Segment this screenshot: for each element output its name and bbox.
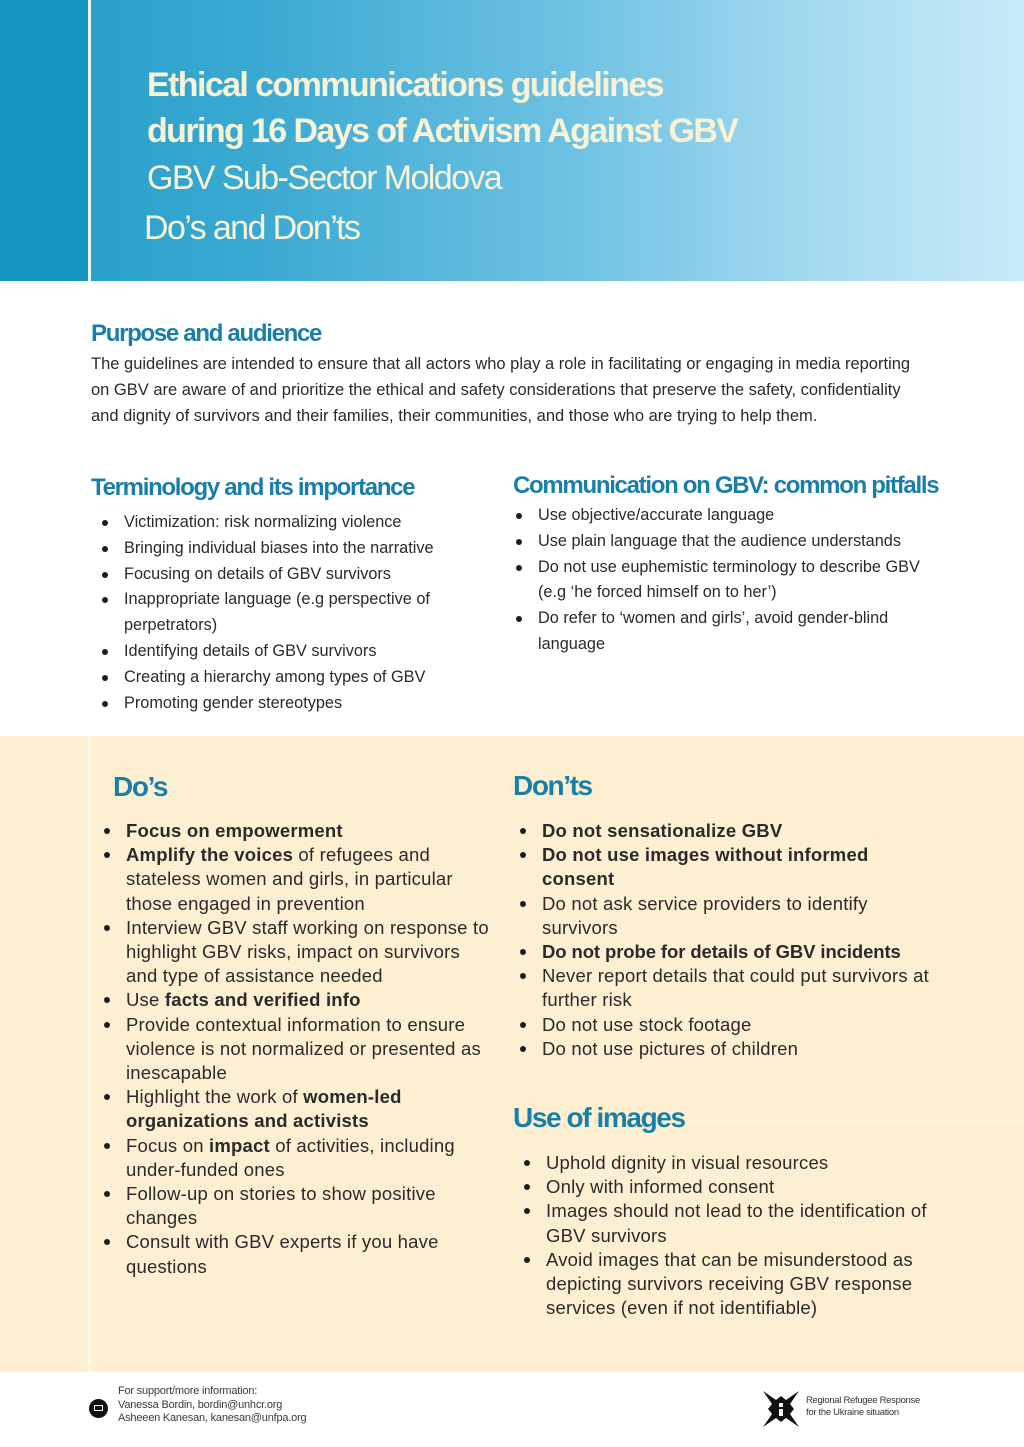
item-bold: facts and verified info bbox=[164, 989, 361, 1011]
contact-1[interactable]: Vanessa Bordin, bordin@unhcr.org bbox=[118, 1398, 283, 1411]
list-item bbox=[93, 1134, 493, 1182]
header-strip bbox=[0, 0, 88, 281]
list-item bbox=[93, 1013, 493, 1086]
item-bold: Do not probe for details of GBV incidents bbox=[542, 941, 901, 963]
list-item bbox=[93, 1085, 493, 1133]
purpose-heading: Purpose and audience bbox=[91, 320, 322, 347]
item-text: Follow-up on stories to show positive changes bbox=[126, 1183, 436, 1229]
list-item: Focusing on details of GBV survivors bbox=[91, 562, 501, 588]
logo-line-2: for the Ukraine situation bbox=[806, 1407, 899, 1418]
list-item bbox=[509, 964, 929, 1012]
images-heading: Use of images bbox=[513, 1102, 685, 1133]
list-item bbox=[93, 843, 493, 916]
pitfalls-heading: Communication on GBV: common pitfalls bbox=[513, 472, 939, 499]
dotted-divider bbox=[690, 1121, 1024, 1123]
dos-heading: Do’s bbox=[113, 771, 168, 802]
dos-list bbox=[93, 819, 493, 1279]
list-item bbox=[93, 819, 493, 843]
donts-list bbox=[509, 819, 929, 1061]
list-item: Victimization: risk normalizing violence bbox=[91, 510, 501, 536]
list-item bbox=[509, 843, 929, 891]
list-item: Identifying details of GBV survivors bbox=[91, 639, 501, 665]
item-bold: Focus on empowerment bbox=[126, 820, 343, 841]
contact-2[interactable]: Asheeen Kanesan, kanesan@unfpa.org bbox=[118, 1412, 307, 1424]
list-item: Do refer to ‘women and girls’, avoid gender-blind language bbox=[505, 606, 945, 658]
list-item: Use objective/accurate language bbox=[505, 503, 945, 529]
mail-icon bbox=[89, 1399, 108, 1418]
list-item bbox=[509, 892, 929, 940]
logo-line-1: Regional Refugee Response bbox=[806, 1395, 920, 1406]
list-item: Avoid images that can be misunderstood as depicting survivors receiving GBV response services (even if not identifiable) bbox=[513, 1248, 943, 1321]
item-text: Focus on bbox=[126, 1134, 210, 1156]
subtitle: GBV Sub-Sector Moldova bbox=[147, 159, 502, 197]
item-text: Use bbox=[126, 989, 165, 1011]
list-item: Use plain language that the audience understands bbox=[505, 529, 945, 555]
list-item: Uphold dignity in visual resources bbox=[513, 1151, 943, 1175]
rrr-logo-icon bbox=[760, 1388, 802, 1430]
item-text: of activities, including under-funded ones bbox=[126, 1134, 455, 1180]
item-bold: Do not sensationalize GBV bbox=[542, 820, 783, 841]
item-text: Consult with GBV experts if you have questions bbox=[126, 1231, 439, 1277]
contact-label: For support/more information: bbox=[118, 1385, 258, 1397]
item-text: Do not use stock footage bbox=[542, 1013, 752, 1035]
item-text: Do not use pictures of children bbox=[542, 1037, 799, 1059]
list-item bbox=[509, 819, 929, 843]
terminology-heading: Terminology and its importance bbox=[91, 474, 415, 501]
logo-text bbox=[806, 1395, 920, 1419]
item-bold: women-led organizations and activists bbox=[126, 1086, 402, 1132]
item-text: Provide contextual information to ensure violence is not normalized or presented as inescapable bbox=[126, 1013, 481, 1084]
title-line-1: Ethical communications guidelines bbox=[147, 66, 663, 104]
item-text: Do not ask service providers to identify survivors bbox=[542, 892, 868, 938]
list-item bbox=[509, 1013, 929, 1037]
list-item: Do not use euphemistic terminology to describe GBV (e.g ‘he forced himself on to her’) bbox=[505, 555, 945, 607]
list-item bbox=[93, 988, 493, 1012]
panel-divider-middle bbox=[506, 736, 508, 1372]
purpose-text: The guidelines are intended to ensure that all actors who play a role in facilitating or engaging in media reporting on GBV are aware of and prioritize the ethical and safety considerations that preserve the safety, confidentiality and dignity of survivors and their families, their communities, and those who are trying to help them. bbox=[91, 355, 911, 425]
list-item: Inappropriate language (e.g perspective of perpetrators) bbox=[91, 587, 501, 639]
footer-contact bbox=[118, 1385, 306, 1426]
item-text: of refugees and stateless women and girls, in particular those engaged in prevention bbox=[126, 844, 453, 914]
title-line-2: during 16 Days of Activism Against GBV bbox=[147, 112, 738, 150]
list-item bbox=[509, 940, 929, 964]
page-title bbox=[144, 62, 738, 254]
item-text: Never report details that could put survivors at further risk bbox=[542, 965, 929, 1011]
list-item bbox=[93, 916, 493, 989]
list-item: Images should not lead to the identification of GBV survivors bbox=[513, 1199, 943, 1247]
list-item: Promoting gender stereotypes bbox=[91, 691, 501, 717]
panel-divider-left bbox=[88, 736, 91, 1372]
list-item bbox=[509, 1037, 929, 1061]
list-item bbox=[93, 1182, 493, 1230]
donts-heading: Don’ts bbox=[513, 770, 592, 801]
item-bold: impact bbox=[209, 1134, 270, 1156]
list-item bbox=[93, 1230, 493, 1278]
item-bold: Amplify the voices bbox=[126, 844, 294, 866]
header-divider bbox=[88, 0, 91, 281]
item-text: Highlight the work of bbox=[126, 1086, 304, 1108]
list-item: Creating a hierarchy among types of GBV bbox=[91, 665, 501, 691]
list-item: Bringing individual biases into the narrative bbox=[91, 536, 501, 562]
images-list bbox=[513, 1151, 943, 1320]
pitfalls-list bbox=[505, 503, 945, 658]
subtitle-dos-donts: Do’s and Don’ts bbox=[144, 209, 360, 247]
item-bold: Do not use images without informed consent bbox=[542, 844, 869, 890]
item-text: Interview GBV staff working on response to highlight GBV risks, impact on survivors and type of assistance needed bbox=[126, 916, 489, 987]
list-item: Only with informed consent bbox=[513, 1175, 943, 1199]
header-banner bbox=[0, 0, 1024, 281]
terminology-list bbox=[91, 510, 501, 716]
